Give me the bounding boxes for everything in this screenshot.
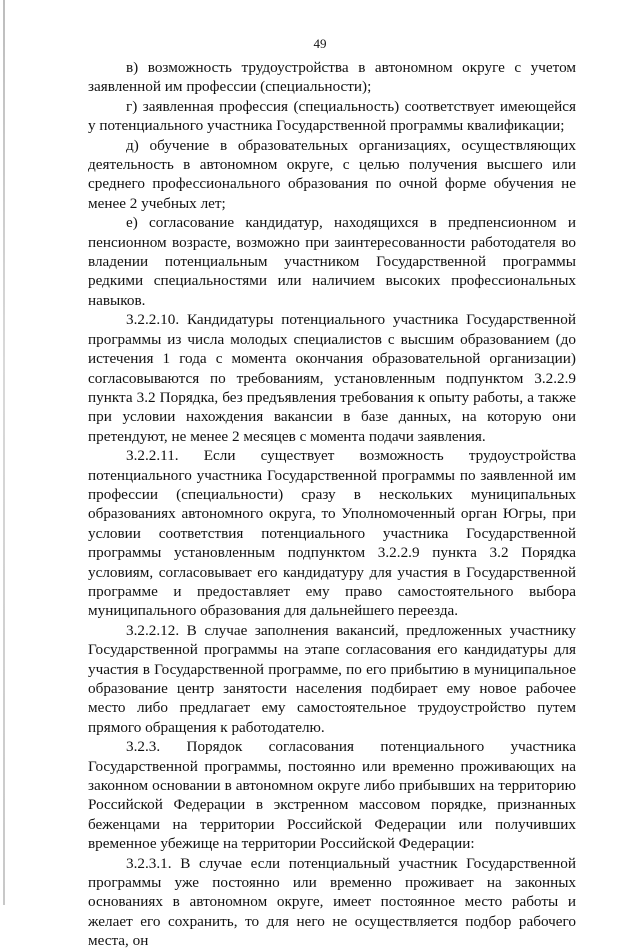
paragraph-item-d: д) обучение в образовательных организациях, осуществляющих деятельность в автономном округе, с целью получения высшего или среднего профессионального образования по очной форме обучения не менее 2 учебных лет; [88,136,576,212]
paragraph-item-v: в) возможность трудоустройства в автономном округе с учетом заявленной им профессии (специальности); [88,59,576,96]
paragraph-3-2-3-1: 3.2.3.1. В случае если потенциальный участник Государственной программы уже постоянно или временно проживает на законных основаниях в автономном округе, имеет постоянное место работы и желает его сохранить, то для него не осуществляется подбор рабочего места, он [88,854,576,950]
paragraph-3-2-2-11: 3.2.2.11. Если существует возможность трудоустройства потенциального участника Государственной программы по заявленной им профессии (специальности) сразу в нескольких муниципальных образованиях автономного округа, то Уполномоченный орган Югры, при условии соответствия потенциального участника Государственной программы установленным подпунктом 3.2.2.9 пункта 3.2 Порядка условиям, согласовывает его кандидатуру для участия в Государственной программе и предоставляет ему право самостоятельного выбора муниципального образования для дальнейшего переезда. [88,447,576,620]
paragraph-item-g: г) заявленная профессия (специальность) соответствует имеющейся у потенциального участника Государственной программы квалификации; [88,97,576,135]
paragraph-3-2-2-10: 3.2.2.10. Кандидатуры потенциального участника Государственной программы из числа молодых специалистов с высшим образованием (до истечения 1 года с момента окончания образовательной организации) согласовываются по требованиям, установленным подпунктом 3.2.2.9 пункта 3.2 Порядка, без предъявления требования к опыту работы, а также при условии нахождения вакансии в базе данных, на которую они претендуют, не менее 2 месяцев с момента подачи заявления. [88,311,576,445]
paragraph-3-2-3: 3.2.3. Порядок согласования потенциального участника Государственной программы, постоянно или временно проживающих на законном основании в автономном округе либо прибывших на территорию Российской Федерации в экстренном массовом порядке, признанных беженцами на территории Российской Федерации или получивших временное убежище на территории Российской Федерации: [88,738,576,853]
paragraph-item-e: е) согласование кандидатур, находящихся в предпенсионном и пенсионном возрасте, возможно при заинтересованности работодателя во владении потенциальным участником Государственной программы редкими специальностями или наличием высоких профессиональных навыков. [88,214,576,309]
page-number: 49 [313,36,327,51]
page-left-edge [3,0,5,905]
document-body [88,58,576,951]
paragraph-3-2-2-12: 3.2.2.12. В случае заполнения вакансий, предложенных участнику Государственной программы на этапе согласования его кандидатуры для участия в Государственной программе, по его прибытию в муниципальное образование центр занятости населения подбирает ему новое рабочее место либо предлагает ему самостоятельное трудоустройство путем прямого обращения к работодателю. [88,621,576,736]
